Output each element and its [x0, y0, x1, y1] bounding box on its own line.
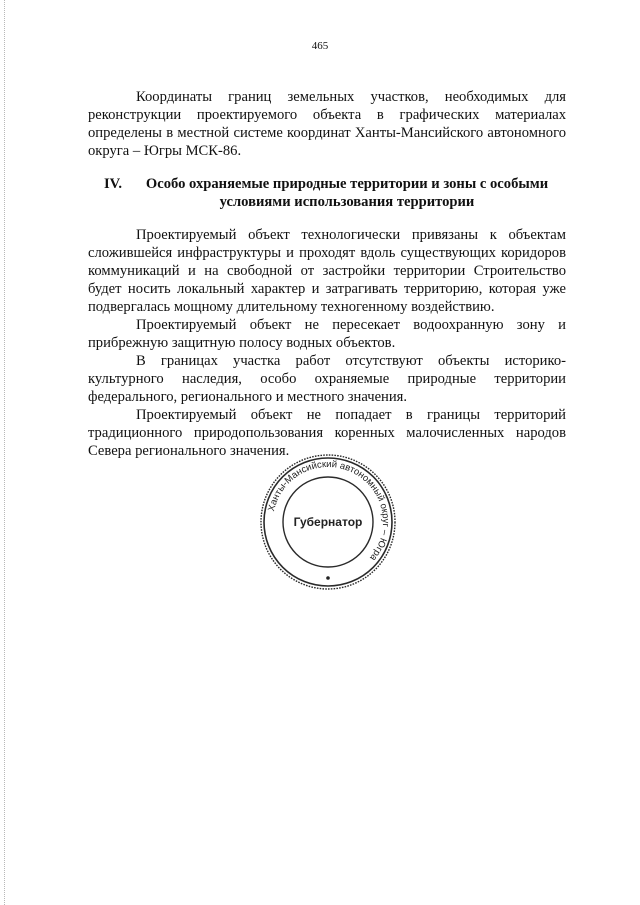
seal-center-text: Губернатор — [293, 515, 363, 529]
page-edge — [4, 0, 7, 905]
paragraph: В границах участка работ отсутствуют объекты историко-культурного наследия, особо охраняемые природные территории федерального, регионального и местного значения. — [88, 353, 566, 405]
section-number: IV. — [104, 176, 122, 192]
paragraph: Проектируемый объект технологически привязаны к объектам сложившейся инфраструктуры и проходят вдоль существующих коридоров коммуникаций и на свободной от застройки территории Строительство будет носить локальный характер и затрагивать территорию, которая уже подвергалась мощному длительному техногенному воздействию. — [88, 227, 566, 315]
seal-ring-text: Ханты-Мансийский автономный округ – Югра — [266, 458, 392, 563]
intro-block — [88, 88, 566, 160]
seal-dot — [326, 576, 330, 580]
body-block — [88, 226, 566, 460]
intro-paragraph: Координаты границ земельных участков, необходимых для реконструкции проектируемого объекта в графических материалах определены в местной системе координат Ханты-Мансийского автономного округа – Югры МСК-86. — [88, 89, 566, 159]
section-heading — [88, 175, 566, 211]
paragraph: Проектируемый объект не пересекает водоохранную зону и прибрежную защитную полосу водных объектов. — [88, 317, 566, 351]
section-title-line-1: Особо охраняемые природные территории и зоны с особыми — [145, 176, 549, 192]
official-seal — [258, 452, 398, 592]
paragraph: Проектируемый объект не попадает в границы территорий традиционного природопользования коренных малочисленных народов Севера регионального значения. — [88, 407, 566, 459]
section-title-line-2: условиями использования территории — [219, 194, 475, 210]
page-number: 465 — [311, 40, 329, 52]
